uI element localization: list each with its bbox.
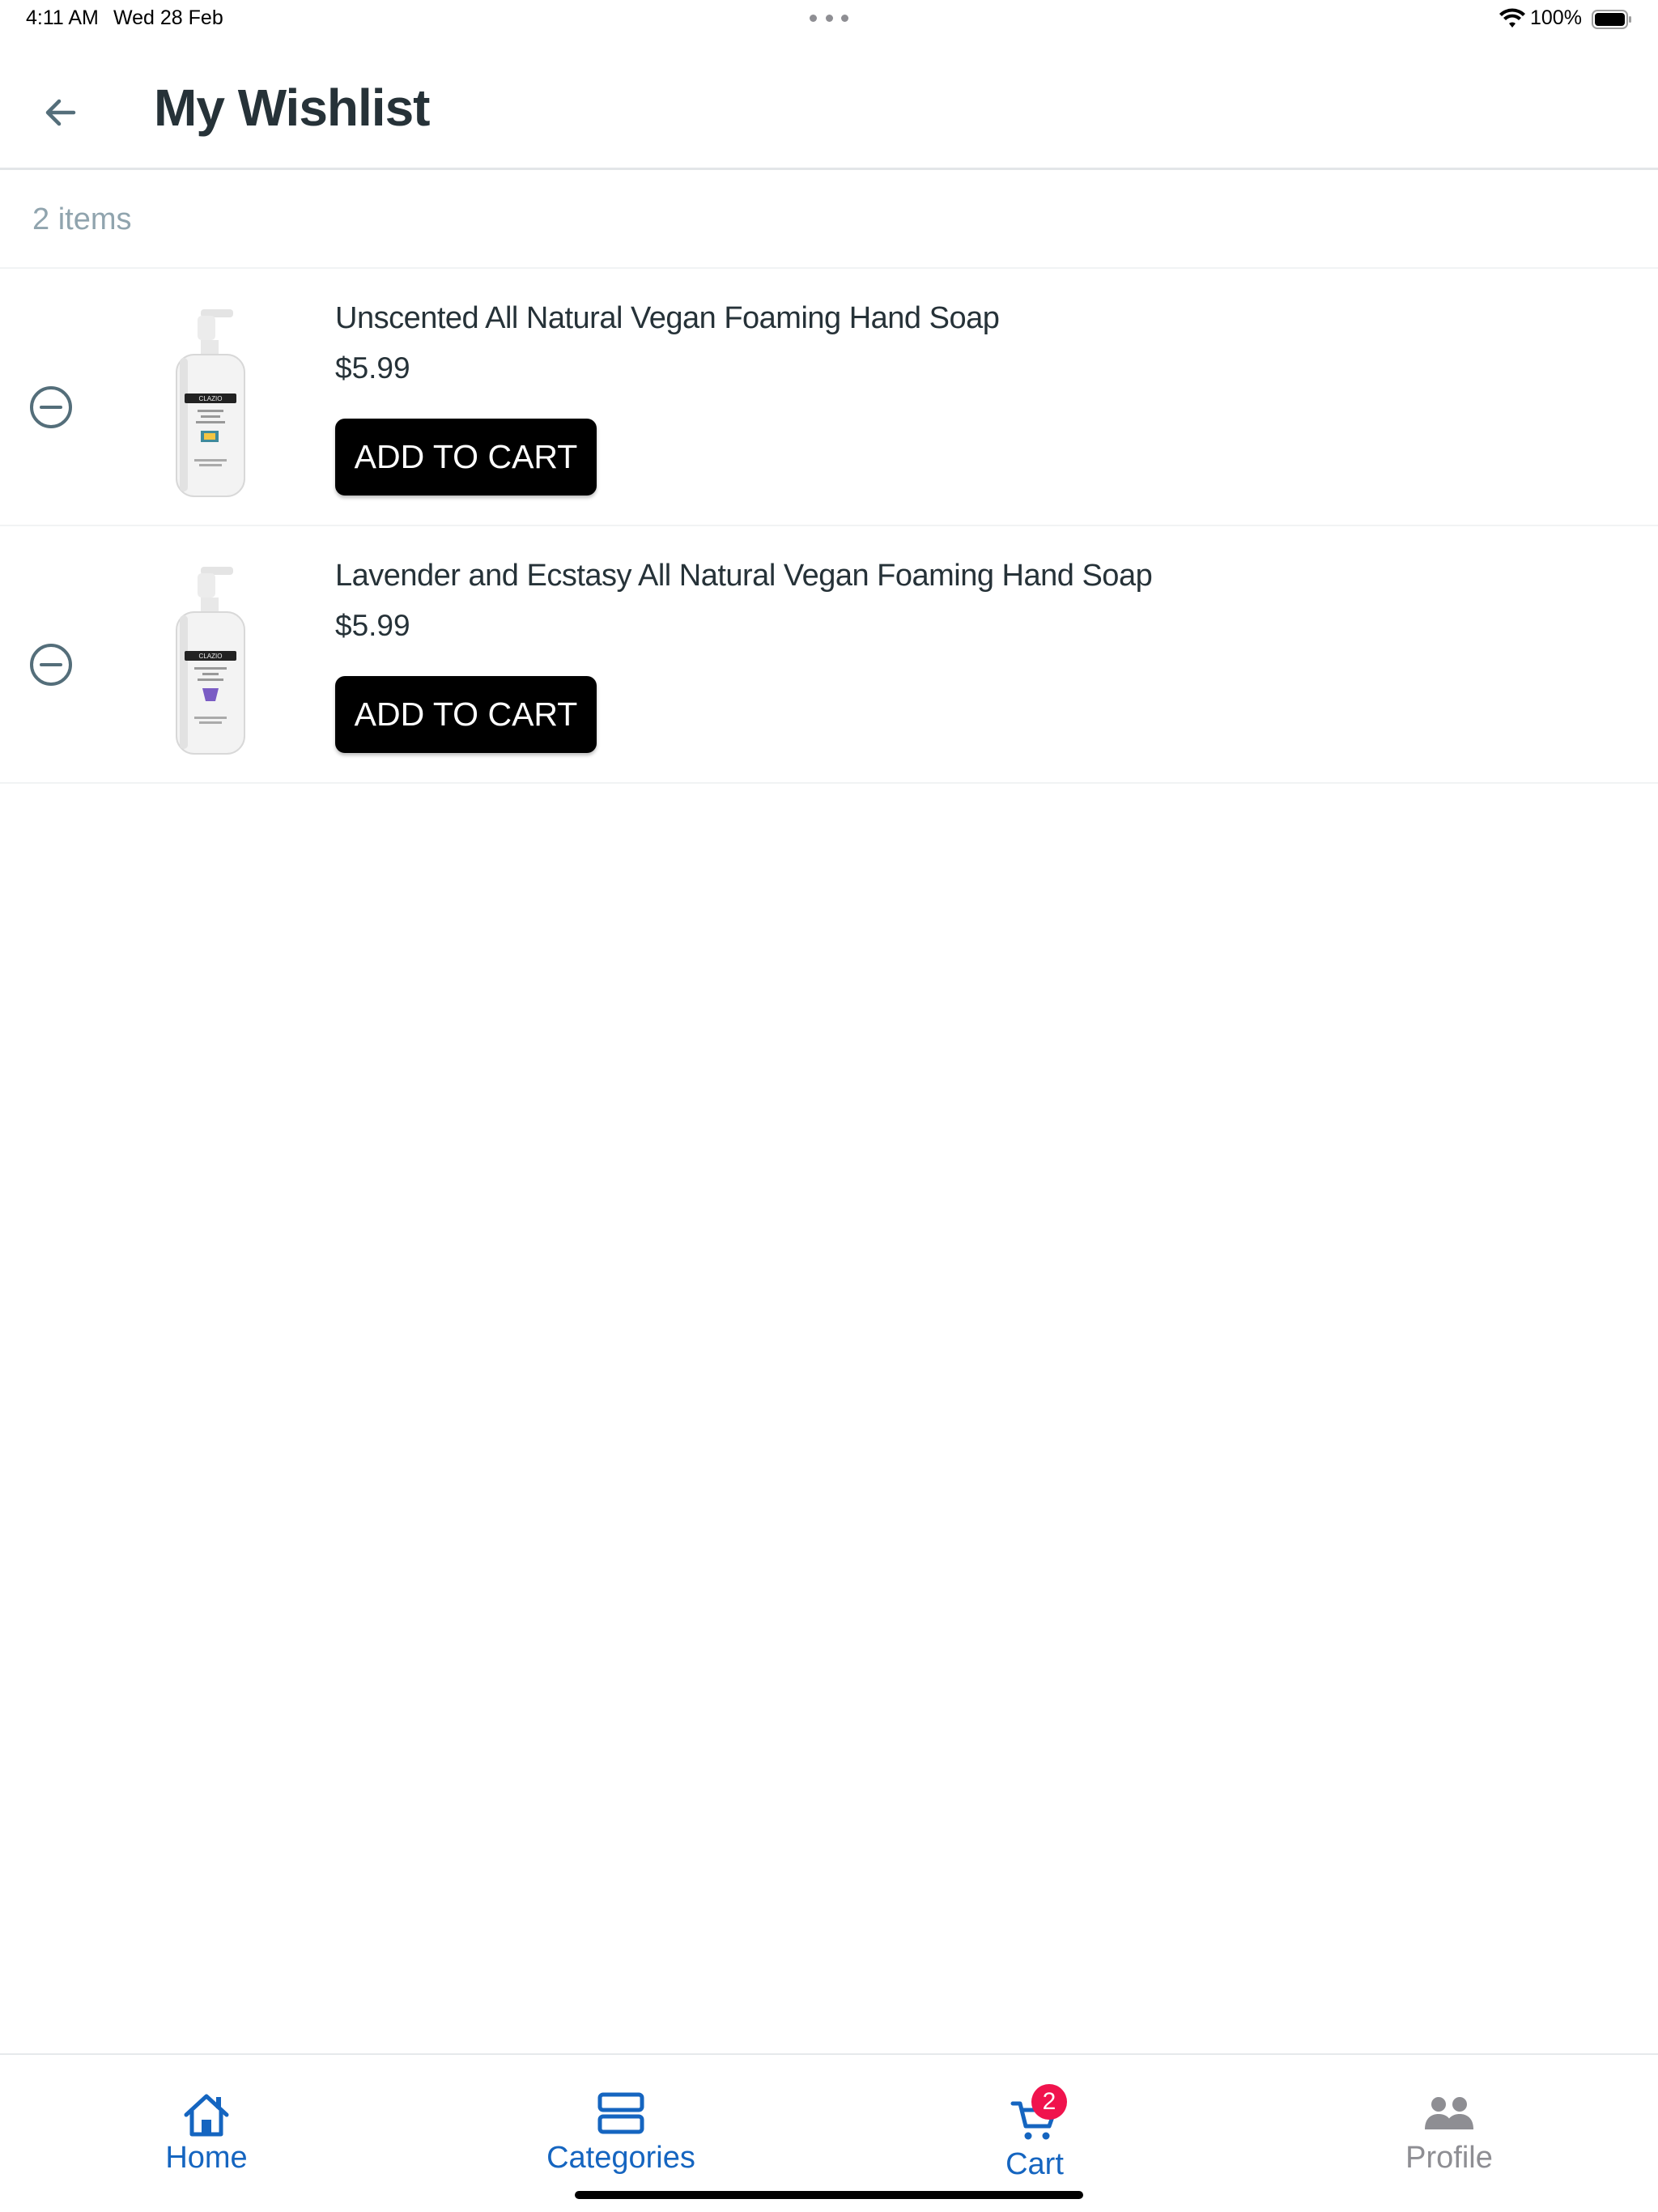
add-to-cart-button[interactable]: ADD TO CART (335, 419, 597, 496)
tab-bar (0, 2053, 1658, 2212)
tab-profile[interactable] (1328, 2055, 1571, 2184)
remove-circle-icon[interactable] (29, 385, 73, 429)
home-icon (181, 2092, 232, 2138)
arrow-left-icon (41, 93, 80, 132)
soap-bottle-image (162, 309, 259, 500)
header (0, 49, 1658, 170)
wifi-icon (1499, 8, 1525, 29)
tab-cart[interactable] (913, 2055, 1156, 2184)
tab-cart-label: Cart (1005, 2147, 1064, 2181)
categories-icon (597, 2092, 644, 2134)
item-count: 2 items (32, 202, 132, 236)
home-indicator[interactable] (575, 2191, 1083, 2199)
soap-bottle-image (162, 567, 259, 757)
product-name[interactable]: Lavender and Ecstasy All Natural Vegan Foaming Hand Soap (335, 559, 1153, 593)
product-name[interactable]: Unscented All Natural Vegan Foaming Hand Soap (335, 301, 1000, 335)
profile-group-icon (1423, 2095, 1475, 2131)
tab-categories[interactable] (500, 2055, 742, 2184)
status-date: Wed 28 Feb (113, 6, 223, 29)
page-title: My Wishlist (154, 79, 430, 137)
remove-circle-icon[interactable] (29, 643, 73, 687)
bottle-brand-text: CLAZIO (198, 653, 223, 660)
battery-icon (1592, 10, 1632, 29)
add-to-cart-button[interactable]: ADD TO CART (335, 676, 597, 753)
back-button[interactable] (32, 84, 89, 141)
status-time: 4:11 AM (26, 6, 99, 29)
battery-percentage: 100% (1530, 6, 1582, 29)
bottle-brand-text: CLAZIO (198, 395, 223, 402)
wishlist-item (0, 526, 1658, 784)
tab-home-label: Home (165, 2141, 248, 2175)
wishlist-item (0, 269, 1658, 526)
status-bar (0, 0, 1658, 39)
tab-profile-label: Profile (1405, 2141, 1493, 2175)
tab-home[interactable] (85, 2055, 328, 2184)
product-price: $5.99 (335, 351, 410, 385)
tab-categories-label: Categories (546, 2141, 695, 2175)
product-price: $5.99 (335, 609, 410, 642)
cart-badge: 2 (1031, 2084, 1067, 2120)
multitasking-dots-icon[interactable] (810, 10, 848, 26)
